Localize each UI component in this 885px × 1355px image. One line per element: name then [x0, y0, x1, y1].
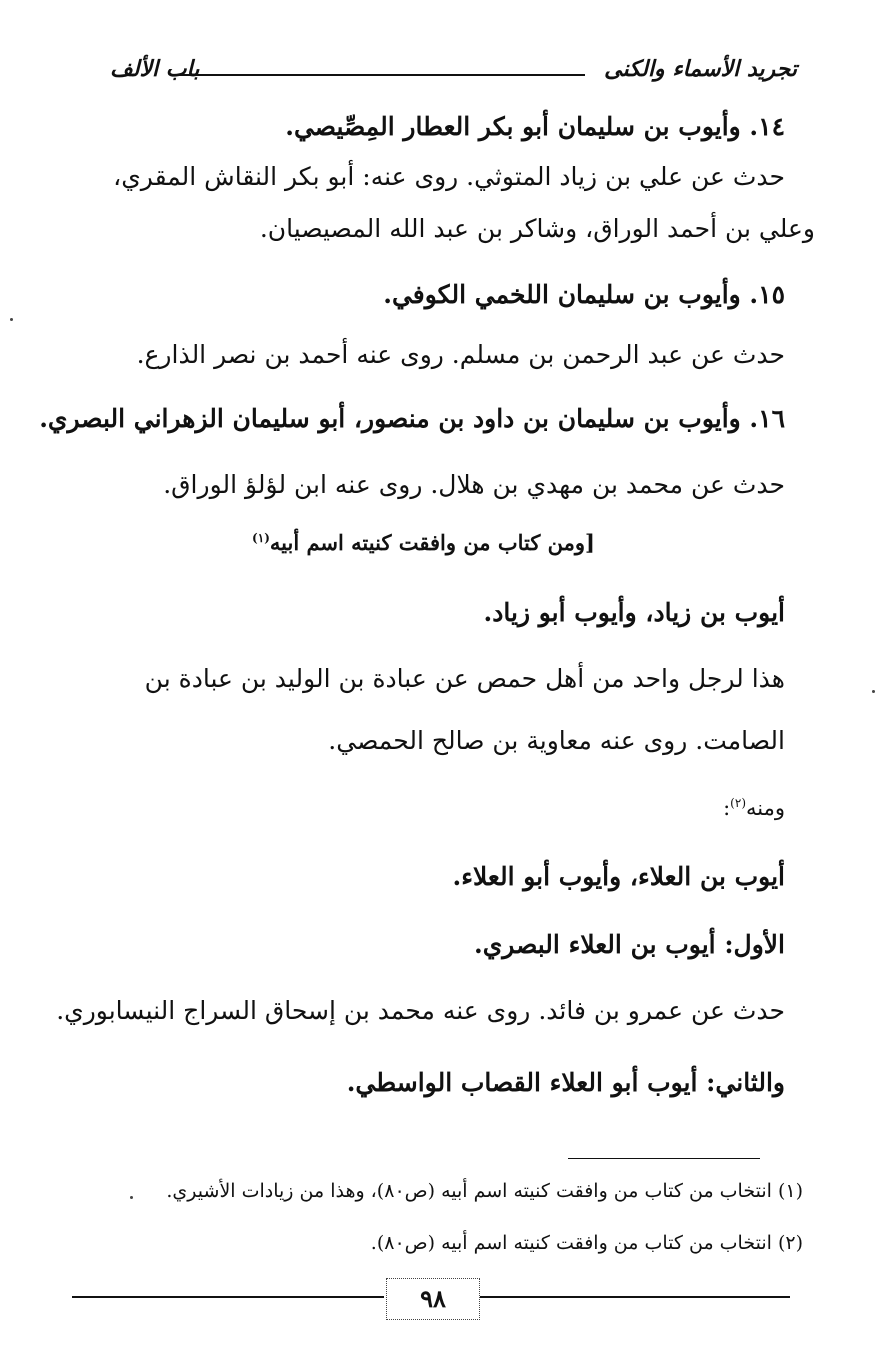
footer-rule-left	[72, 1296, 384, 1298]
ayyub-alaa-title: أيوب بن العلاء، وأيوب أبو العلاء.	[452, 862, 785, 891]
entry-15-text: حدث عن عبد الرحمن بن مسلم. روى عنه أحمد بن نصر الذارع.	[136, 340, 785, 369]
second-title: والثاني: أيوب أبو العلاء القصاب الواسطي.	[346, 1068, 785, 1097]
entry-16-title: ١٦. وأيوب بن سليمان بن داود بن منصور، أبو سليمان الزهراني البصري.	[39, 404, 785, 433]
scan-speck	[872, 690, 875, 693]
header-rule	[170, 74, 585, 76]
entry-15-title: ١٥. وأيوب بن سليمان اللخمي الكوفي.	[383, 280, 785, 309]
first-title: الأول: أيوب بن العلاء البصري.	[474, 930, 785, 959]
entry-14-text-line-2: وعلي بن أحمد الوراق، وشاكر بن عبد الله المصيصيان.	[259, 214, 815, 243]
scan-speck	[10, 318, 13, 321]
entry-14-text-line-1: حدث عن علي بن زياد المتوثي. روى عنه: أبو بكر النقاش المقري،	[113, 162, 785, 191]
ayyub-ziyad-text-line-1: هذا لرجل واحد من أهل حمص عن عبادة بن الوليد بن عبادة بن	[144, 664, 785, 693]
footer-rule-right	[480, 1296, 790, 1298]
first-text: حدث عن عمرو بن فائد. روى عنه محمد بن إسحاق السراج النيسابوري.	[56, 996, 785, 1025]
entry-16-text: حدث عن محمد بن مهدي بن هلال. روى عنه ابن لؤلؤ الوراق.	[163, 470, 785, 499]
minhu-text: ومنه	[746, 796, 785, 820]
entry-14-title: ١٤. وأيوب بن سليمان أبو بكر العطار المِصِّيصي.	[285, 112, 785, 141]
footnote-rule	[568, 1158, 760, 1159]
footnote-ref-2: (٢)	[730, 796, 746, 810]
footnote-ref-1: (١)	[252, 531, 270, 545]
footnote-1: (١) انتخاب من كتاب من وافقت كنيته اسم أبيه (ص٨٠)، وهذا من زيادات الأشيري.	[166, 1180, 803, 1202]
ayyub-ziyad-title: أيوب بن زياد، وأيوب أبو زياد.	[483, 598, 785, 627]
footnote-2: (٢) انتخاب من كتاب من وافقت كنيته اسم أبيه (ص٨٠).	[370, 1232, 803, 1254]
minhu-line	[60, 796, 785, 820]
section-heading-text: [ومن كتاب من وافقت كنيته اسم أبيه	[269, 530, 595, 555]
page-number: ٩٨	[386, 1278, 480, 1320]
section-heading	[60, 530, 595, 555]
ayyub-ziyad-text-line-2: الصامت. روى عنه معاوية بن صالح الحمصي.	[328, 726, 785, 755]
scan-speck	[130, 1196, 133, 1199]
book-title: تجريد الأسماء والكنى	[604, 56, 797, 82]
chapter-title: باب الألف	[110, 56, 200, 82]
running-header	[0, 52, 885, 92]
minhu-colon: :	[723, 796, 731, 820]
